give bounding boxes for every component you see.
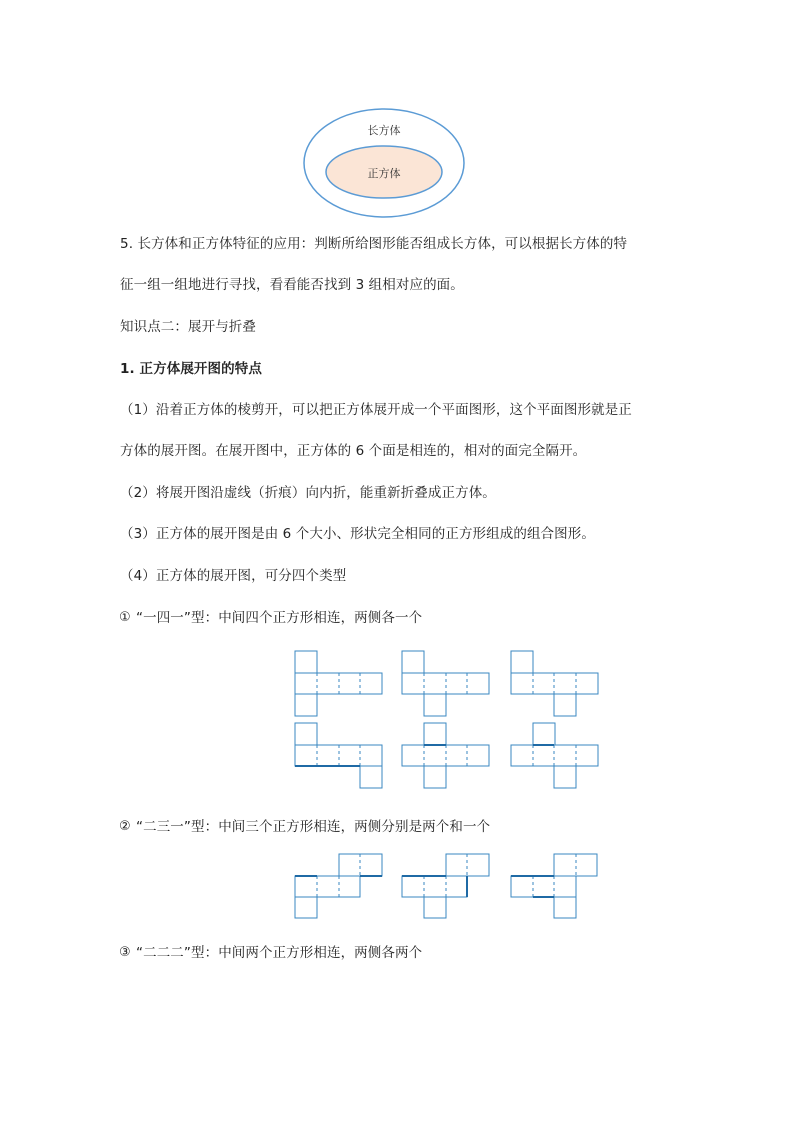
marker-2-text: ②	[119, 819, 131, 834]
point-1-line-1: （1）沿着正方体的棱剪开，可以把正方体展开成一个平面图形，这个平面图形就是正	[120, 402, 632, 418]
type-2-label: “二三一”型：中间三个正方形相连，两侧分别是两个和一个	[136, 819, 491, 835]
paragraph-5-line-1: 5. 长方体和正方体特征的应用：判断所给图形能否组成长方体，可以根据长方体的特	[120, 236, 628, 252]
point-4: （4）正方体的展开图，可分四个类型	[120, 568, 347, 584]
type-1-net-4	[295, 723, 382, 788]
section-heading: 1. 正方体展开图的特点	[120, 361, 262, 377]
point-3: （3）正方体的展开图是由 6 个大小、形状完全相同的正方形组成的组合图形。	[120, 526, 595, 542]
point-2: （2）将展开图沿虚线（折痕）向内折，能重新折叠成正方体。	[120, 485, 496, 501]
cube-label: 正方体	[367, 167, 401, 180]
type-1-label: “一四一”型：中间四个正方形相连，两侧各一个	[136, 610, 423, 626]
type-2-net-3	[511, 854, 597, 918]
type-3-label: “二二二”型：中间两个正方形相连，两侧各两个	[136, 945, 423, 961]
cuboid-label: 长方体	[367, 124, 401, 137]
marker-1-text: ①	[119, 610, 131, 625]
type-1-net-1	[295, 651, 382, 716]
paragraph-5-line-2: 征一组一组地进行寻找，看看能否找到 3 组相对应的面。	[120, 277, 464, 293]
type-1-net-2	[402, 651, 489, 716]
type-2-net-2	[402, 854, 489, 918]
type-2-net-1	[295, 854, 382, 918]
type-1-net-6	[511, 723, 598, 788]
marker-3-text: ③	[119, 945, 131, 960]
point-1-line-2: 方体的展开图。在展开图中，正方体的 6 个面是相连的，相对的面完全隔开。	[120, 443, 587, 459]
knowledge-point-2: 知识点二：展开与折叠	[120, 319, 256, 335]
type-1-net-3	[511, 651, 598, 716]
type-1-net-5	[402, 723, 489, 788]
